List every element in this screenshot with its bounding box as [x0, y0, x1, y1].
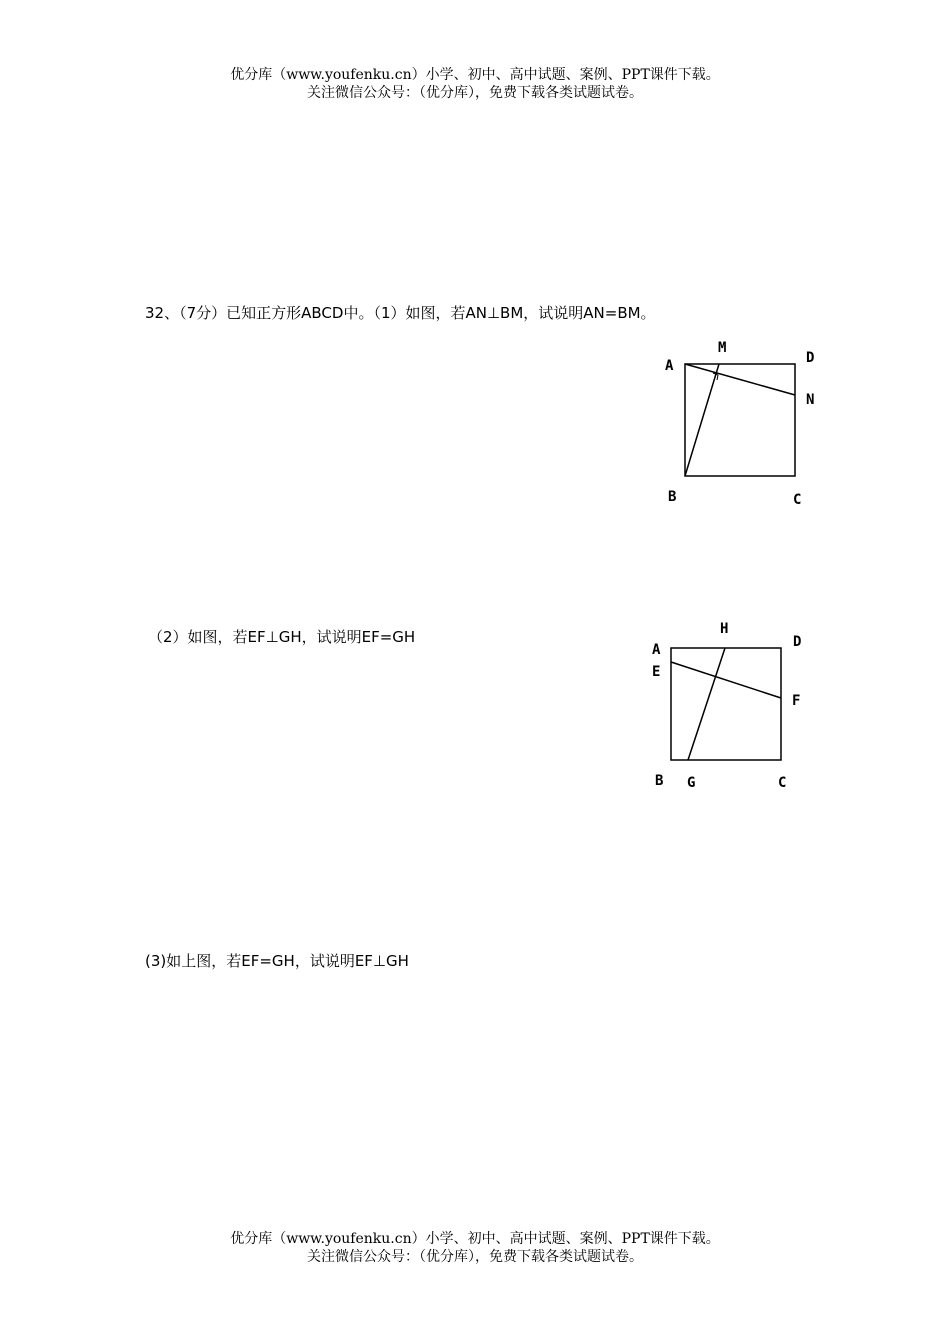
segment-gh [688, 648, 725, 760]
label-b: B [655, 773, 664, 789]
label-a: A [652, 642, 661, 658]
header-line-1: 优分库（www.youfenku.cn）小学、初中、高中试题、案例、PPT课件下载。 [230, 67, 720, 83]
label-a: A [665, 358, 674, 374]
segment-ef [671, 662, 781, 698]
question-32-part-1: 32、（7分）已知正方形ABCD中。（1）如图，若AN⊥BM，试说明AN=BM。 [145, 304, 656, 322]
footer-line-2: 关注微信公众号：（优分库），免费下载各类试题试卷。 [307, 1249, 643, 1265]
label-h: H [720, 621, 729, 637]
label-c: C [778, 775, 787, 791]
page-footer [0, 1230, 950, 1266]
header-line-2: 关注微信公众号：（优分库），免费下载各类试题试卷。 [307, 85, 643, 101]
page-header [0, 66, 950, 102]
segment-an [685, 364, 795, 395]
label-g: G [687, 775, 696, 791]
figure-1-square-abcd [660, 338, 835, 513]
label-b: B [668, 489, 677, 505]
segment-bm [685, 364, 719, 476]
question-32-part-3: (3)如上图，若EF=GH，试说明EF⊥GH [145, 952, 409, 970]
question-32-part-2: （2）如图，若EF⊥GH，试说明EF=GH [148, 628, 416, 646]
label-d: D [793, 634, 802, 650]
square-abcd [671, 648, 781, 760]
label-f: F [792, 693, 801, 709]
label-d: D [806, 350, 815, 366]
label-c: C [793, 492, 802, 508]
figure-2-square-abcd [648, 618, 823, 798]
label-n: N [806, 392, 815, 408]
label-m: M [718, 340, 727, 356]
label-e: E [652, 664, 661, 680]
footer-line-1: 优分库（www.youfenku.cn）小学、初中、高中试题、案例、PPT课件下载。 [230, 1231, 720, 1247]
